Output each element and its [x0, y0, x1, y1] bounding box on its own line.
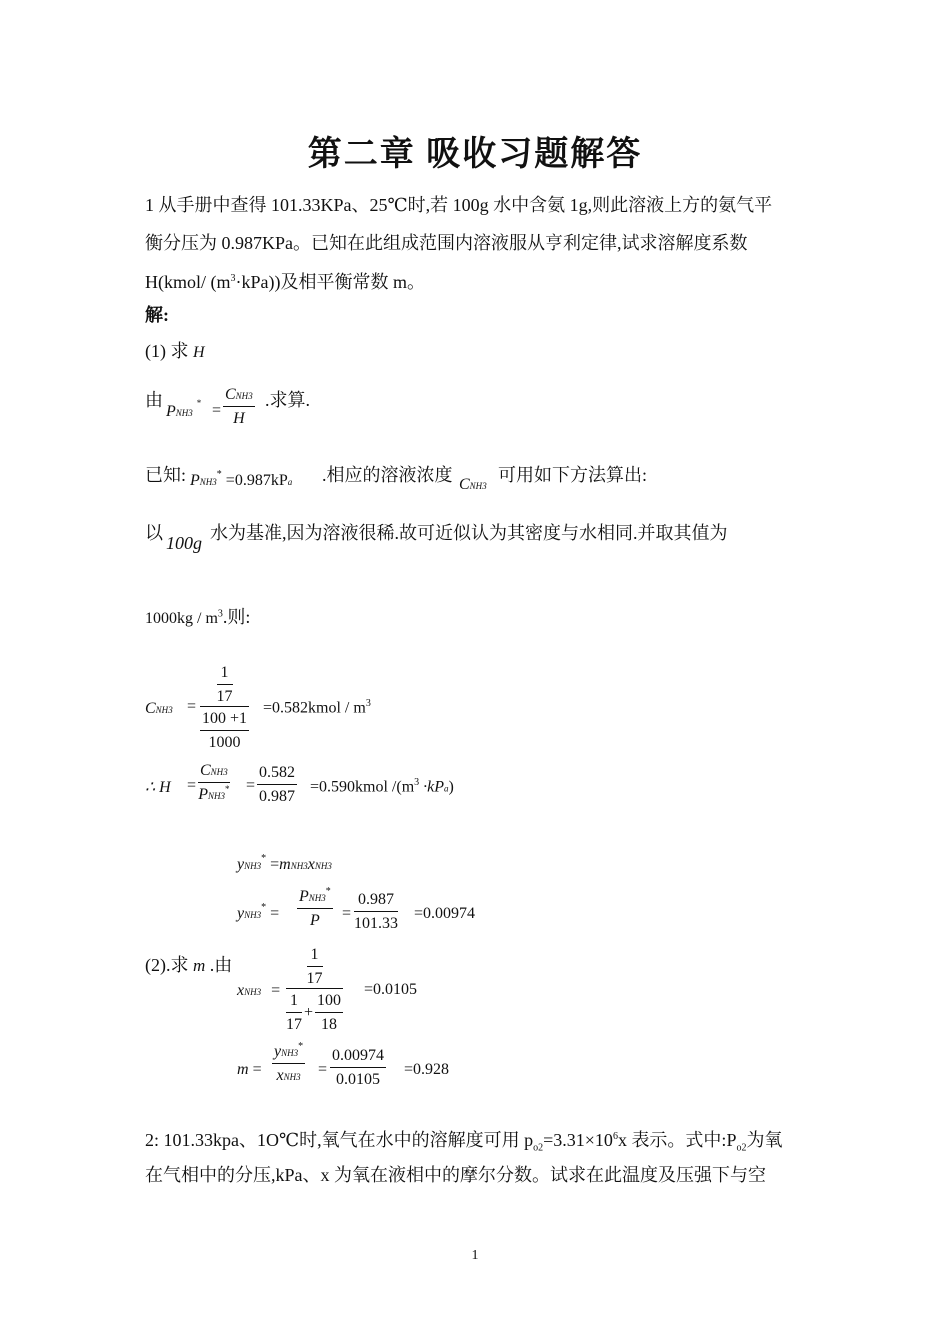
eq-m-label: m = — [237, 1061, 262, 1078]
step2-label: (2).求 m .由 — [145, 955, 233, 975]
eq-c-nh3: CNH3 — [459, 476, 487, 493]
eq-therefore-h: ∴ H — [145, 779, 171, 796]
eq-x-result: =0.0105 — [364, 981, 418, 998]
solution-label: 解: — [145, 305, 169, 325]
eq-c-equals: = — [187, 698, 197, 715]
step1-by-text: 由 — [145, 390, 163, 410]
eq-density: $1000kg / m^3$.则: — [145, 607, 251, 627]
eq-known-p: PNH3* =0.987kPa — [190, 469, 293, 489]
frac-c-calc: $\frac{\frac{1}{17}}{\frac{100 +1}{1000}}$ — [202, 664, 248, 751]
eq-y-star-def: yNH3* =mNH3xNH3 — [237, 853, 332, 873]
eq-100g: 100g — [166, 533, 202, 553]
eq-c-result: =0.582kmol / $m^3$ — [263, 698, 371, 717]
step1-heading: (1) 求 H — [145, 341, 205, 361]
problem1-line3: H(kmol/ $(m^3\cdot kPa)$)及相平衡常数 m。 — [145, 272, 425, 292]
page-number: 1 — [471, 1248, 479, 1263]
step1-known-end: 可用如下方法算出: — [498, 465, 648, 485]
eq-m-equals: = — [318, 1061, 328, 1078]
eq-equals: = — [212, 402, 222, 419]
step1-known-mid: .相应的溶液浓度 — [322, 465, 453, 485]
frac-m-symbolic: yNH3* xNH3 — [274, 1041, 304, 1084]
step1-basis-a: 以 — [145, 523, 163, 543]
step1-by-end: .求算. — [265, 390, 310, 410]
frac-m-numeric: $\frac{0.00974}{0.0105}$ — [332, 1047, 384, 1088]
eq-h-equals: = — [187, 777, 197, 794]
problem2-line1: 2: 101.33kpa、1O℃时,氧气在水中的溶解度可用 $p_{o2}=3.31\times 10^6x$ 表示。式中$:P_{o2}$为氧 — [145, 1130, 783, 1154]
eq-h-result: =0.590kmol $/(m^3 \cdot kPa)$ — [310, 777, 454, 796]
eq-x-label: xNH3 = — [237, 982, 281, 999]
eq-c-label: CNH3 — [145, 700, 173, 717]
eq-p-nh3: PNH3 * — [166, 398, 202, 420]
problem1-line1: 1 从手册中查得 101.33KPa、25℃时,若 100g 水中含氨 1g,则此溶液上方的氨气平 — [145, 195, 773, 215]
frac-y-symbolic: PNH3* P — [299, 886, 331, 929]
eq-h-equals-2: = — [246, 777, 256, 794]
eq-m-result: =0.928 — [404, 1061, 450, 1078]
step1-known-text: 已知: — [145, 465, 187, 485]
frac-x-calc: $\frac{1}{17}$ $\frac{1}{17}$ + $\frac{100}{18}$ — [286, 946, 342, 1033]
step1-basis-b: 水为基准,因为溶液很稀.故可近似认为其密度与水相同.并取其值为 — [210, 523, 728, 543]
problem1-line2: 衡分压为 0.987KPa。已知在此组成范围内溶液服从亨利定律,试求溶解度系数 — [145, 233, 748, 253]
eq-y-star-label: yNH3* = — [237, 902, 280, 922]
frac-h-symbolic: CNH3 PNH3* — [198, 762, 230, 803]
eq-y-result: =0.00974 — [414, 905, 476, 922]
frac-y-numeric: $\frac{0.987}{101.33}$ — [354, 891, 398, 932]
page-title: 第二章 吸收习题解答 — [307, 136, 643, 173]
problem2-line2: 在气相中的分压,kPa、x 为氧在液相中的摩尔分数。试求在此温度及压强下与空 — [145, 1165, 766, 1185]
eq-y-equals: = — [342, 905, 352, 922]
frac-c-over-h: CNH3 H — [225, 386, 253, 427]
frac-h-numeric: $\frac{0.582}{0.987}$ — [259, 764, 295, 805]
